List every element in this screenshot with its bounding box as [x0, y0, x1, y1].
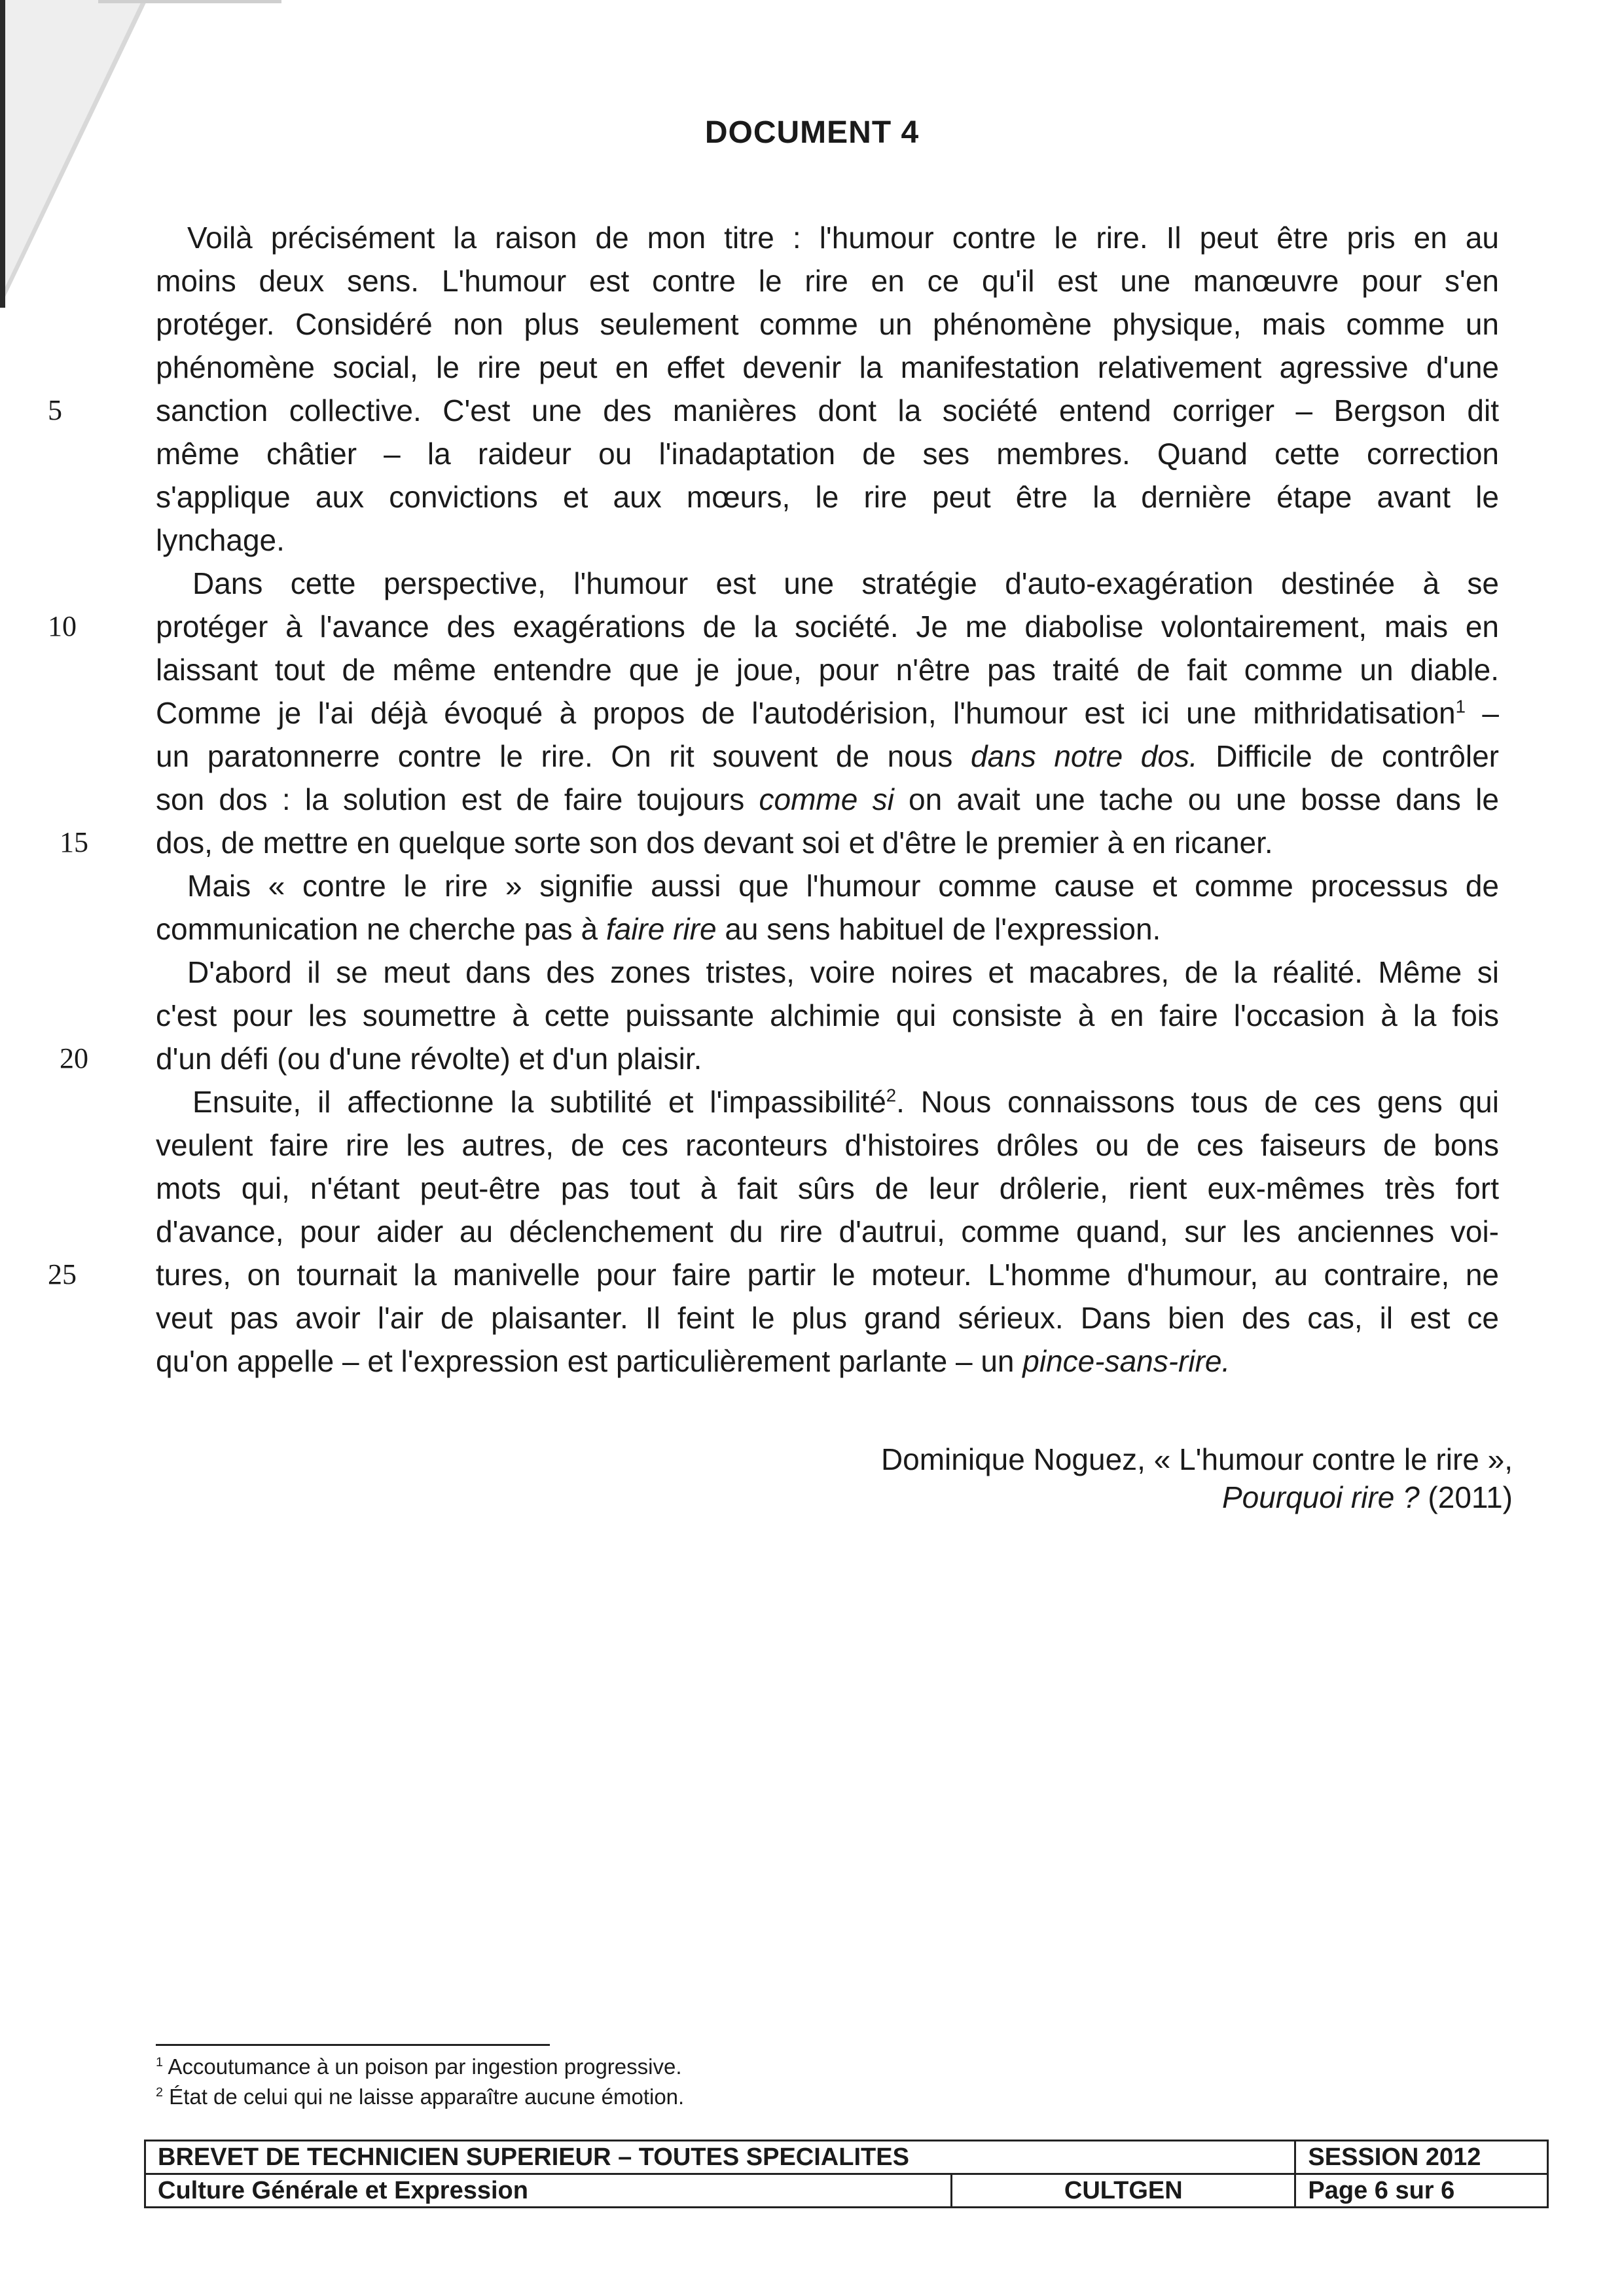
text-line: [156, 1167, 1499, 1210]
text-line: [48, 1253, 1499, 1296]
text-line: [156, 951, 1499, 994]
text-segment: son dos : la solution est de faire toujours: [156, 782, 759, 816]
line-text: Mais « contre le rire » signifie aussi que l'humour comme cause et comme processus de: [187, 869, 1499, 903]
text-line: [156, 302, 1499, 346]
line-text: lynchage.: [156, 523, 285, 557]
italic-text: comme si: [759, 782, 894, 816]
line-text: [192, 1080, 1499, 1123]
text-line: [156, 562, 1499, 605]
footer-row-1: [145, 2141, 1548, 2174]
line-text: Voilà précisément la raison de mon titre : l'humour contre le rire. Il peut être pris en au: [187, 221, 1499, 255]
text-line: [156, 519, 1499, 562]
footnotes: [156, 2052, 684, 2112]
line-text: d'avance, pour aider au déclenchement du rire d'autrui, comme quand, sur les anciennes voi-: [156, 1214, 1499, 1248]
line-number: 5: [48, 394, 62, 426]
text-line: [156, 216, 1499, 259]
italic-text: pince-sans-rire.: [1022, 1344, 1231, 1378]
text-segment: qu'on appelle – et l'expression est particulièrement parlante – un: [156, 1344, 1023, 1378]
footnote-2: [156, 2082, 684, 2112]
line-text: sanction collective. C'est une des manières dont la société entend corriger – Bergson dit: [156, 393, 1499, 428]
line-text: protéger. Considéré non plus seulement comme un phénomène physique, mais comme un: [156, 307, 1499, 341]
line-text: Dans cette perspective, l'humour est une stratégie d'auto-exagération destinée à se: [192, 566, 1499, 600]
footnote-1: [156, 2052, 684, 2082]
line-number: 25: [48, 1258, 77, 1290]
line-text: mots qui, n'étant peut-être pas tout à fait sûrs de leur drôlerie, rient eux-mêmes très fort: [156, 1171, 1499, 1205]
attribution-author-line: Dominique Noguez, « L'humour contre le rire »,: [880, 1442, 1513, 1476]
text-line: [60, 821, 1499, 864]
main-text: [48, 216, 1499, 1383]
footnote-2-text: État de celui qui ne laisse apparaître aucune émotion.: [163, 2085, 685, 2109]
line-text: d'un défi (ou d'une révolte) et d'un plaisir.: [156, 1042, 702, 1076]
text-line: [156, 432, 1499, 475]
italic-text: dans notre dos.: [970, 739, 1198, 773]
text-line: [156, 735, 1499, 778]
footer-table: [144, 2140, 1549, 2208]
footer-page: Page 6 sur 6: [1295, 2174, 1548, 2208]
line-number: 10: [48, 610, 77, 642]
text-line: [156, 346, 1499, 389]
footnote-1-number: 1: [156, 2055, 164, 2069]
line-text: protéger à l'avance des exagérations de la société. Je me diabolise volontairement, mais en: [156, 610, 1499, 644]
attribution-book-title: Pourquoi rire ?: [1221, 1480, 1420, 1514]
document-title: DOCUMENT 4: [704, 115, 920, 150]
footer-subject: Culture Générale et Expression: [145, 2174, 952, 2208]
line-text: veulent faire rire les autres, de ces raconteurs d'histoires drôles ou de ces faiseurs de bons: [156, 1128, 1499, 1162]
line-text: [156, 778, 1499, 821]
attribution-book-line: [881, 1478, 1513, 1516]
footnote-ref: 2: [886, 1085, 897, 1106]
attribution-year: (2011): [1419, 1480, 1513, 1514]
scan-top-edge: [98, 0, 281, 3]
text-line: [156, 1080, 1499, 1123]
text-line: [156, 778, 1499, 821]
footer-session: SESSION 2012: [1295, 2141, 1548, 2174]
text-segment: Comme je l'ai déjà évoqué à propos de l'autodérision, l'humour est ici une mithridatisation: [156, 696, 1456, 730]
line-text: [156, 907, 1499, 951]
line-text: même châtier – la raideur ou l'inadaptation de ses membres. Quand cette correction: [156, 437, 1499, 471]
text-segment: –: [1465, 696, 1499, 730]
text-line: [156, 907, 1499, 951]
text-line: [156, 1123, 1499, 1167]
line-text: veut pas avoir l'air de plaisanter. Il feint le plus grand sérieux. Dans bien des cas, il est ce: [156, 1301, 1499, 1335]
line-text: s'applique aux convictions et aux mœurs, le rire peut être la dernière étape avant le: [156, 480, 1499, 514]
text-line: [156, 475, 1499, 519]
footer-code: CULTGEN: [952, 2174, 1295, 2208]
line-text: D'abord il se meut dans des zones tristes, voire noires et macabres, de la réalité. Même si: [187, 955, 1499, 989]
footnote-divider: [156, 2044, 550, 2046]
text-line: [156, 1210, 1499, 1253]
text-segment: . Nous connaissons tous de ces gens qui: [896, 1085, 1499, 1119]
text-line: [156, 864, 1499, 907]
text-line: [60, 1037, 1499, 1080]
attribution: [881, 1440, 1513, 1516]
footer-exam: BREVET DE TECHNICIEN SUPERIEUR – TOUTES SPECIALITES: [145, 2141, 1295, 2174]
text-line: [48, 389, 1499, 432]
line-text: c'est pour les soumettre à cette puissante alchimie qui consiste à en faire l'occasion à la fois: [156, 998, 1499, 1032]
text-segment: au sens habituel de l'expression.: [716, 912, 1161, 946]
footer-row-2: [145, 2174, 1548, 2208]
line-text: tures, on tournait la manivelle pour faire partir le moteur. L'homme d'humour, au contraire, ne: [156, 1258, 1499, 1292]
text-line: [156, 1339, 1499, 1383]
text-segment: communication ne cherche pas à: [156, 912, 606, 946]
line-text: moins deux sens. L'humour est contre le rire en ce qu'il est une manœuvre pour s'en: [156, 264, 1499, 298]
text-line: [48, 605, 1499, 648]
text-segment: Difficile de contrôler: [1197, 739, 1499, 773]
footnote-1-text: Accoutumance à un poison par ingestion progressive.: [163, 2054, 682, 2079]
text-line: [156, 648, 1499, 691]
text-line: [156, 259, 1499, 302]
text-segment: Ensuite, il affectionne la subtilité et l'impassibilité: [192, 1085, 886, 1119]
text-segment: un paratonnerre contre le rire. On rit souvent de nous: [156, 739, 971, 773]
text-line: [156, 1296, 1499, 1339]
footnote-2-number: 2: [156, 2085, 164, 2100]
line-text: [156, 735, 1499, 778]
line-number: 20: [60, 1042, 88, 1074]
line-text: laissant tout de même entendre que je joue, pour n'être pas traité de fait comme un diable.: [156, 653, 1499, 687]
text-line: [156, 691, 1499, 735]
italic-text: faire rire: [605, 912, 717, 946]
text-line: [156, 994, 1499, 1037]
line-text: dos, de mettre en quelque sorte son dos devant soi et d'être le premier à en ricaner.: [156, 826, 1273, 860]
line-number: 15: [60, 826, 88, 858]
scan-edge: [0, 0, 5, 308]
text-segment: on avait une tache ou une bosse dans le: [893, 782, 1499, 816]
line-text: [156, 1339, 1499, 1383]
line-text: [156, 691, 1499, 735]
line-text: phénomène social, le rire peut en effet devenir la manifestation relativement agressive d'une: [156, 350, 1499, 384]
footnote-ref: 1: [1455, 696, 1466, 717]
